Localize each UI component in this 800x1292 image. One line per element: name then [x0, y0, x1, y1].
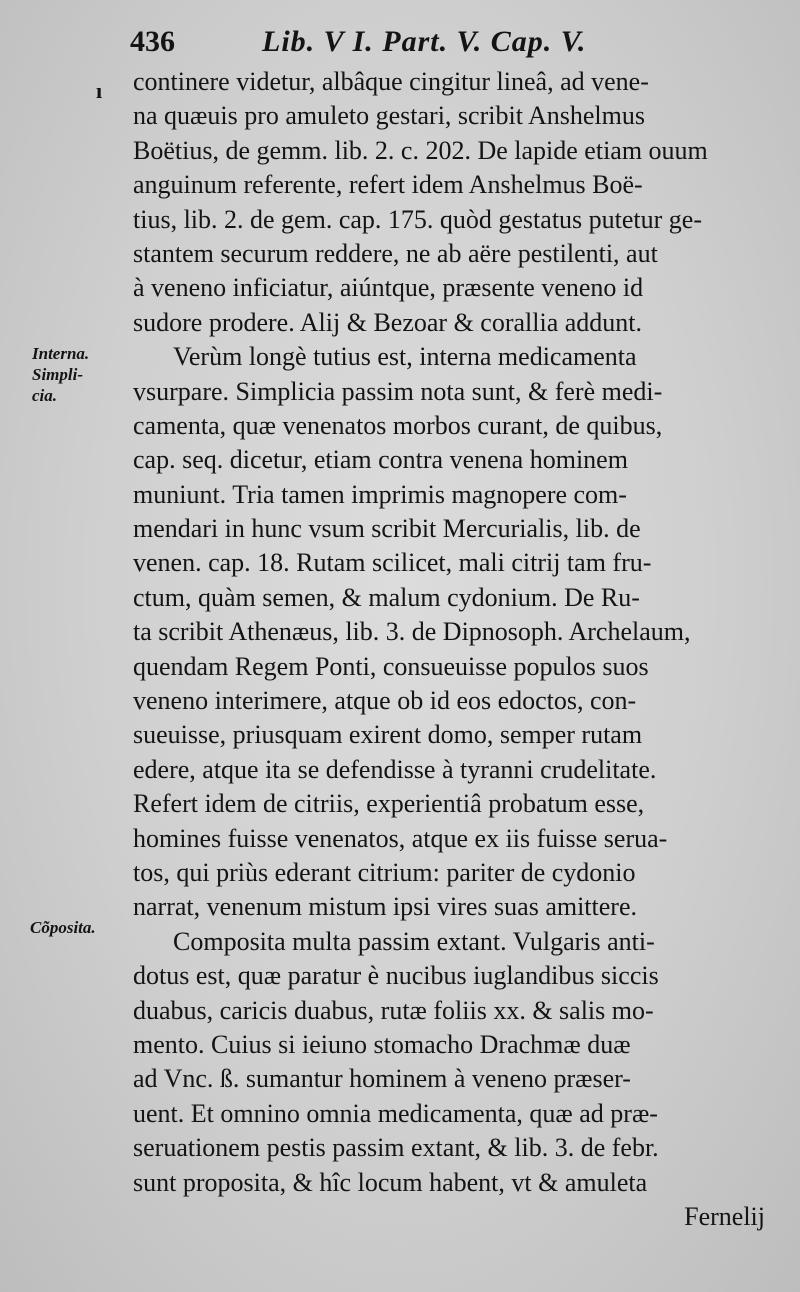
text-line: venen. cap. 18. Rutam scilicet, mali citrij tam fru- [133, 548, 652, 578]
text-line: na quæuis pro amuleto gestari, scribit Anshelmus [133, 101, 645, 131]
text-line: ctum, quàm semen, & malum cydonium. De Ru- [133, 582, 640, 612]
margin-note-line: Interna. [32, 344, 90, 363]
margin-note-interna [32, 343, 127, 406]
margin-note-line: Simpli- [32, 365, 84, 384]
text-line: à veneno inficiatur, aiúntque, præsente veneno id [133, 273, 644, 303]
text-line: muniunt. Tria tamen imprimis magnopere com- [133, 479, 627, 509]
margin-note-line: Cõposita. [30, 918, 96, 937]
text-line: seruationem pestis passim extant, & lib. 3. de febr. [133, 1133, 659, 1163]
text-line: sueuisse, priusquam exirent domo, semper rutam [133, 720, 643, 750]
text-line: narrat, venenum mistum ipsi vires suas amittere. [133, 892, 637, 922]
text-line: Boëtius, de gemm. lib. 2. c. 202. De lapide etiam ouum [133, 135, 708, 165]
text-line: Composita multa passim extant. Vulgaris anti- [173, 926, 655, 956]
page-header [130, 22, 770, 62]
margin-mark: ı [96, 78, 103, 103]
text-line: camenta, quæ venenatos morbos curant, de quibus, [133, 410, 663, 440]
text-line: stantem securum reddere, ne ab aëre pestilenti, aut [133, 238, 658, 268]
text-line: tius, lib. 2. de gem. cap. 175. quòd gestatus putetur ge- [133, 204, 703, 234]
running-title: Lib. V I. Part. V. Cap. V. [262, 25, 587, 58]
catchword: Fernelij [684, 1201, 765, 1231]
body-text [133, 65, 765, 1234]
text-line: ta scribit Athenæus, lib. 3. de Dipnosoph. Archelaum, [133, 617, 691, 647]
text-line: tos, qui priùs ederant citrium: pariter de cydonio [133, 857, 636, 887]
text-line: dotus est, quæ paratur è nucibus iuglandibus siccis [133, 961, 659, 991]
page-number: 436 [130, 25, 175, 58]
text-line: continere videtur, albâque cingitur lineâ, ad vene- [133, 67, 649, 96]
text-line: mento. Cuius si ieiuno stomacho Drachmæ duæ [133, 1029, 631, 1059]
text-line: Verùm longè tutius est, interna medicamenta [173, 342, 637, 372]
margin-note-composita [30, 917, 125, 938]
margin-note-line: cia. [32, 386, 58, 405]
text-line: anguinum referente, refert idem Anshelmus Boë- [133, 170, 643, 200]
text-line: uent. Et omnino omnia medicamenta, quæ ad præ- [133, 1098, 658, 1128]
text-line: Refert idem de citriis, experientiâ probatum esse, [133, 789, 645, 819]
text-line: veneno interimere, atque ob id eos edoctos, con- [133, 686, 637, 716]
text-line: mendari in hunc vsum scribit Mercurialis, lib. de [133, 514, 641, 544]
text-line: ad Vnc. ß. sumantur hominem à veneno præser- [133, 1064, 631, 1094]
text-line: duabus, caricis duabus, rutæ foliis xx. & salis mo- [133, 995, 654, 1025]
text-line: sunt proposita, & hîc locum habent, vt & amuleta [133, 1167, 648, 1197]
text-line: vsurpare. Simplicia passim nota sunt, & ferè medi- [133, 376, 663, 406]
text-line: sudore prodere. Alij & Bezoar & corallia addunt. [133, 307, 643, 337]
text-line: quendam Regem Ponti, consueuisse populos suos [133, 651, 649, 681]
text-line: edere, atque ita se defendisse à tyranni crudelitate. [133, 754, 657, 784]
text-line: homines fuisse venenatos, atque ex iis fuisse serua- [133, 823, 668, 853]
text-line: cap. seq. dicetur, etiam contra venena hominem [133, 445, 628, 475]
